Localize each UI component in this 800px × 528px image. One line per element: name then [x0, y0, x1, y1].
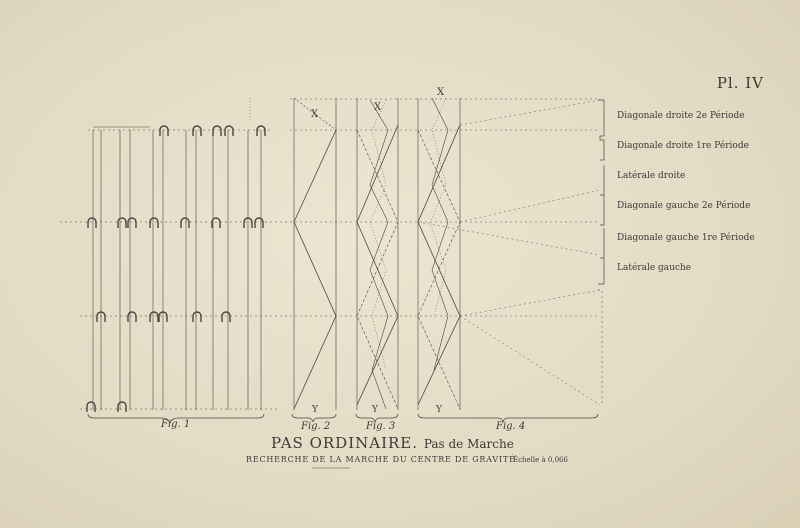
fig2-x-label: X	[311, 109, 319, 120]
scale-note: Échelle à 0,066	[513, 456, 568, 464]
fig1-label: Fig. 1	[161, 419, 191, 430]
legend-lateral-right: Latérale droite	[617, 171, 686, 181]
fig2-label: Fig. 2	[301, 421, 331, 432]
title-main: PAS ORDINAIRE.	[271, 434, 419, 452]
fig3-y-label: Y	[372, 405, 378, 415]
legend-diag-right-2: Diagonale droite 2e Période	[617, 111, 745, 121]
legend-braces	[598, 100, 604, 405]
plate-number: Pl. IV	[716, 74, 764, 92]
reference-guides	[290, 99, 600, 316]
plate-subtitle: RECHERCHE DE LA MARCHE DU CENTRE DE GRAVITÉ	[246, 455, 516, 464]
fig4-label: Fig. 4	[496, 421, 526, 432]
fig4-y-label: Y	[436, 405, 442, 415]
legend-lateral-left: Latérale gauche	[617, 263, 692, 273]
legend-diag-left-1: Diagonale gauche 1re Période	[617, 233, 755, 243]
fig4-projection-lines	[418, 100, 600, 405]
fig1-vertical-lines	[93, 130, 261, 410]
fig2-y-label: Y	[312, 405, 318, 415]
fig1-top-scale	[93, 98, 250, 127]
fig4-x-label: X	[437, 87, 445, 98]
fig3-paths	[357, 98, 398, 410]
title-sub: Pas de Marche	[423, 437, 514, 451]
fig3-label: Fig. 3	[366, 421, 396, 432]
fig4-paths	[418, 98, 600, 410]
fig1-guide-lines	[60, 130, 290, 409]
legend-diag-right-1: Diagonale droite 1re Période	[617, 141, 749, 151]
fig1-tracks	[60, 98, 290, 412]
plate-title	[271, 436, 514, 451]
legend-diag-left-2: Diagonale gauche 2e Période	[617, 201, 751, 211]
fig3-x-label: X	[374, 102, 382, 113]
fig1-hoof-prints	[87, 126, 265, 412]
fig2-path	[294, 98, 336, 410]
